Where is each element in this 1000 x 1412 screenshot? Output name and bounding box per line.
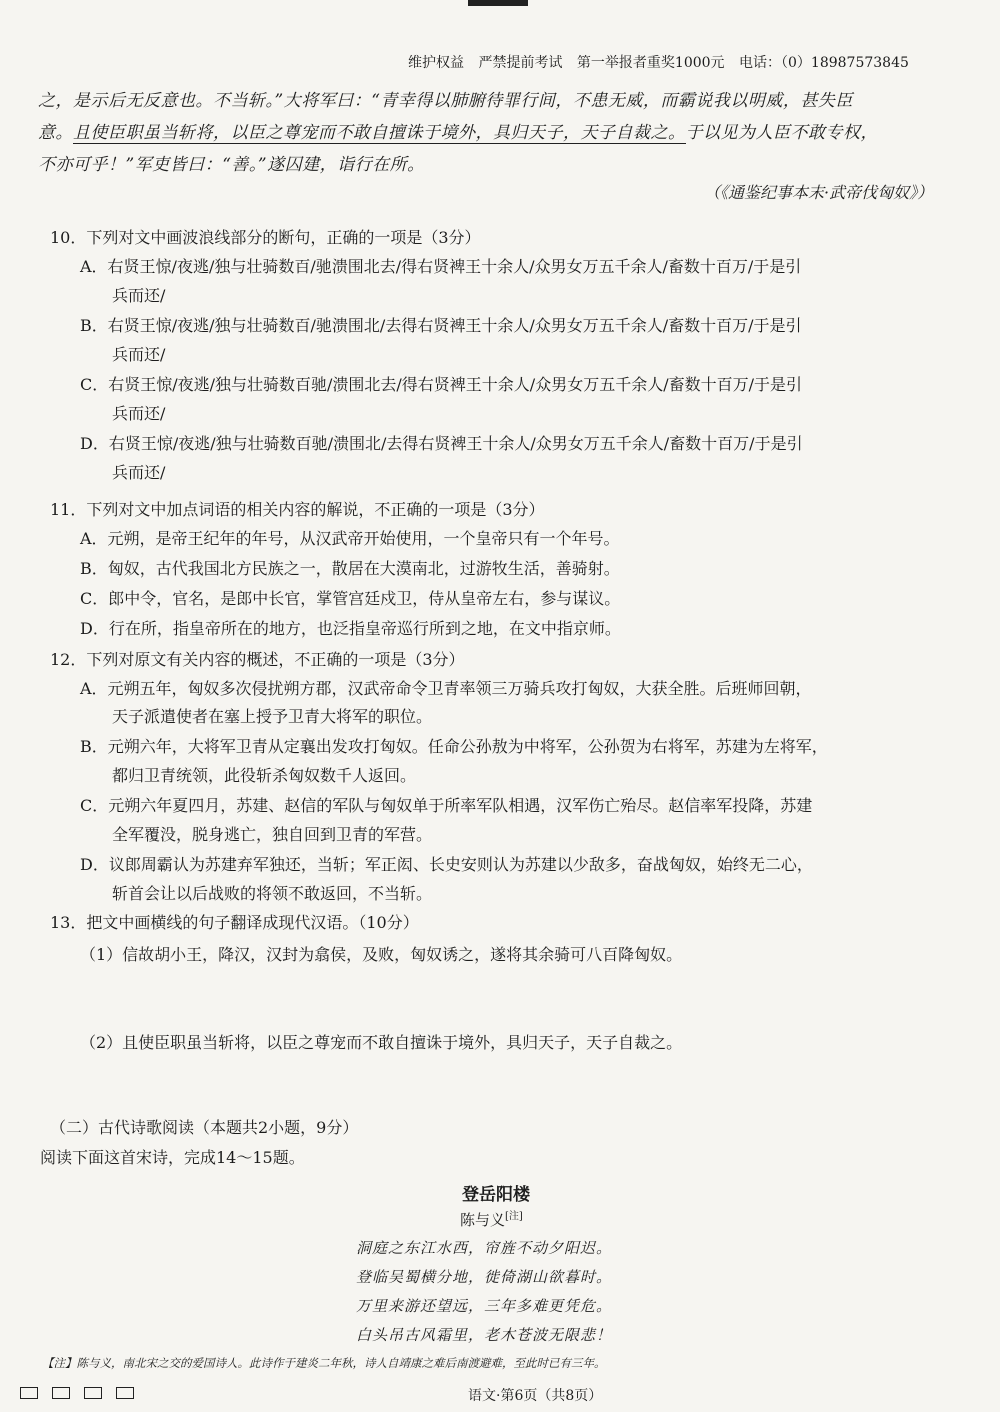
scan-box bbox=[116, 1387, 134, 1399]
section-2-instruction: 阅读下面这首宋诗，完成14～15题。 bbox=[40, 1148, 305, 1167]
q10-option-d-line2: 兵而还/ bbox=[112, 463, 166, 482]
q10-option-a-line1: A．右贤王惊/夜逃/独与壮骑数百/驰溃围北去/得右贤裨王十余人/众男女万五千余人/畜数十百万/于是引 bbox=[80, 257, 802, 276]
poem-author bbox=[460, 1207, 523, 1230]
poem-author-name: 陈与义 bbox=[460, 1211, 506, 1229]
q11-option-d: D．行在所，指皇帝所在的地方，也泛指皇帝巡行所到之地，在文中指京师。 bbox=[80, 619, 621, 638]
scan-box bbox=[84, 1387, 102, 1399]
poem-author-note-mark: [注] bbox=[505, 1211, 523, 1222]
question-13-stem: 13．把文中画横线的句子翻译成现代汉语。（10分） bbox=[50, 913, 419, 932]
q10-option-b-line1: B．右贤王惊/夜逃/独与壮骑数百/驰溃围北/去得右贤裨王十余人/众男女万五千余人/畜数十百万/于是引 bbox=[80, 316, 802, 335]
q12-option-d-line1: D．议郎周霸认为苏建弃军独还，当斩；军正闳、长史安则认为苏建以少敌多，奋战匈奴，始终无二心， bbox=[80, 855, 813, 874]
header-rights: 维护权益 bbox=[408, 55, 464, 71]
underlined-sentence: 且使臣职虽当斩将，以臣之尊宠而不敢自擅诛于境外，具归天子，天子自裁之。 bbox=[73, 123, 686, 143]
poem-footnote: 【注】陈与义，南北宋之交的爱国诗人。此诗作于建炎二年秋，诗人自靖康之难后南渡避难，至此时已有三年。 bbox=[42, 1356, 606, 1370]
q10-option-c-line1: C．右贤王惊/夜逃/独与壮骑数百驰/溃围北去/得右贤裨王十余人/众男女万五千余人/畜数十百万/于是引 bbox=[80, 375, 802, 394]
q13-sentence-2: （2）且使臣职虽当斩将，以臣之尊宠而不敢自擅诛于境外，具归天子，天子自裁之。 bbox=[80, 1033, 683, 1052]
q13-sentence-1: （1）信故胡小王，降汉，汉封为翕侯，及败，匈奴诱之，遂将其余骑可八百降匈奴。 bbox=[80, 945, 683, 964]
section-2-title: （二）古代诗歌阅读（本题共2小题，9分） bbox=[50, 1118, 359, 1137]
exam-header bbox=[408, 52, 919, 72]
q12-option-b-line1: B．元朔六年，大将军卫青从定襄出发攻打匈奴。任命公孙敖为中将军，公孙贺为右将军，苏建为左将军， bbox=[80, 737, 828, 756]
q10-option-d-line1: D．右贤王惊/夜逃/独与壮骑数百驰/溃围北/去得右贤裨王十余人/众男女万五千余人/畜数十百万/于是引 bbox=[80, 434, 803, 453]
passage-line-2 bbox=[38, 118, 878, 143]
passage-line-3: 不亦可乎！”军吏皆曰：“善。”遂囚建，诣行在所。 bbox=[38, 155, 425, 175]
question-11-stem: 11．下列对文中加点词语的相关内容的解说，不正确的一项是（3分） bbox=[50, 500, 545, 519]
header-reward: 第一举报者重奖1000元 bbox=[576, 55, 725, 71]
q11-option-c: C．郎中令，官名，是郎中长官，掌管宫廷戍卫，侍从皇帝左右，参与谋议。 bbox=[80, 589, 621, 608]
scan-box bbox=[20, 1387, 38, 1399]
scan-boxes bbox=[20, 1387, 134, 1399]
q10-option-b-line2: 兵而还/ bbox=[112, 345, 166, 364]
page-footer: 语文·第6页（共8页） bbox=[468, 1388, 603, 1404]
header-no-early: 严禁提前考试 bbox=[478, 55, 563, 71]
q11-option-a: A．元朔，是帝王纪年的年号，从汉武帝开始使用，一个皇帝只有一个年号。 bbox=[80, 529, 620, 548]
passage-line-1: 之，是示后无反意也。不当斩。”大将军曰：“青幸得以肺腑待罪行间，不患无威，而霸说我以明威，甚失臣 bbox=[38, 91, 853, 111]
poem-line-1: 洞庭之东江水西，帘旌不动夕阳迟。 bbox=[356, 1239, 613, 1257]
poem-title: 登岳阳楼 bbox=[462, 1185, 530, 1205]
passage-source: （《通鉴纪事本末·武帝伐匈奴》） bbox=[704, 183, 934, 202]
question-12-stem: 12．下列对原文有关内容的概述，不正确的一项是（3分） bbox=[50, 650, 465, 669]
scan-box bbox=[52, 1387, 70, 1399]
poem-line-4: 白头吊古风霜里，老木苍波无限悲！ bbox=[356, 1326, 613, 1344]
q10-option-a-line2: 兵而还/ bbox=[112, 286, 166, 305]
q12-option-d-line2: 斩首会让以后战败的将领不敢返回，不当斩。 bbox=[112, 884, 433, 903]
q10-option-c-line2: 兵而还/ bbox=[112, 404, 166, 423]
top-scan-mark bbox=[468, 0, 528, 6]
q12-option-c-line1: C．元朔六年夏四月，苏建、赵信的军队与匈奴单于所率军队相遇，汉军伤亡殆尽。赵信率军投降，苏建 bbox=[80, 796, 813, 815]
poem-line-3: 万里来游还望远，三年多难更凭危。 bbox=[356, 1297, 613, 1315]
header-phone: 电话：（0）18987573845 bbox=[739, 55, 909, 71]
q12-option-c-line2: 全军覆没，脱身逃亡，独自回到卫青的军营。 bbox=[112, 825, 433, 844]
question-10-stem: 10．下列对文中画波浪线部分的断句，正确的一项是（3分） bbox=[50, 228, 481, 247]
q12-option-a-line2: 天子派遣使者在塞上授予卫青大将军的职位。 bbox=[112, 707, 433, 726]
q12-option-a-line1: A．元朔五年，匈奴多次侵扰朔方郡，汉武帝命令卫青率领三万骑兵攻打匈奴，大获全胜。后班师回朝， bbox=[80, 679, 812, 698]
q12-option-b-line2: 都归卫青统领，此役斩杀匈奴数千人返回。 bbox=[112, 766, 417, 785]
q11-option-b: B．匈奴，古代我国北方民族之一，散居在大漠南北，过游牧生活，善骑射。 bbox=[80, 559, 620, 578]
poem-line-2: 登临吴蜀横分地，徙倚湖山欲暮时。 bbox=[356, 1268, 613, 1286]
passage-line-2-pre: 意。 bbox=[38, 123, 73, 143]
passage-line-2-post: 于以见为人臣不敢专权， bbox=[685, 123, 878, 143]
